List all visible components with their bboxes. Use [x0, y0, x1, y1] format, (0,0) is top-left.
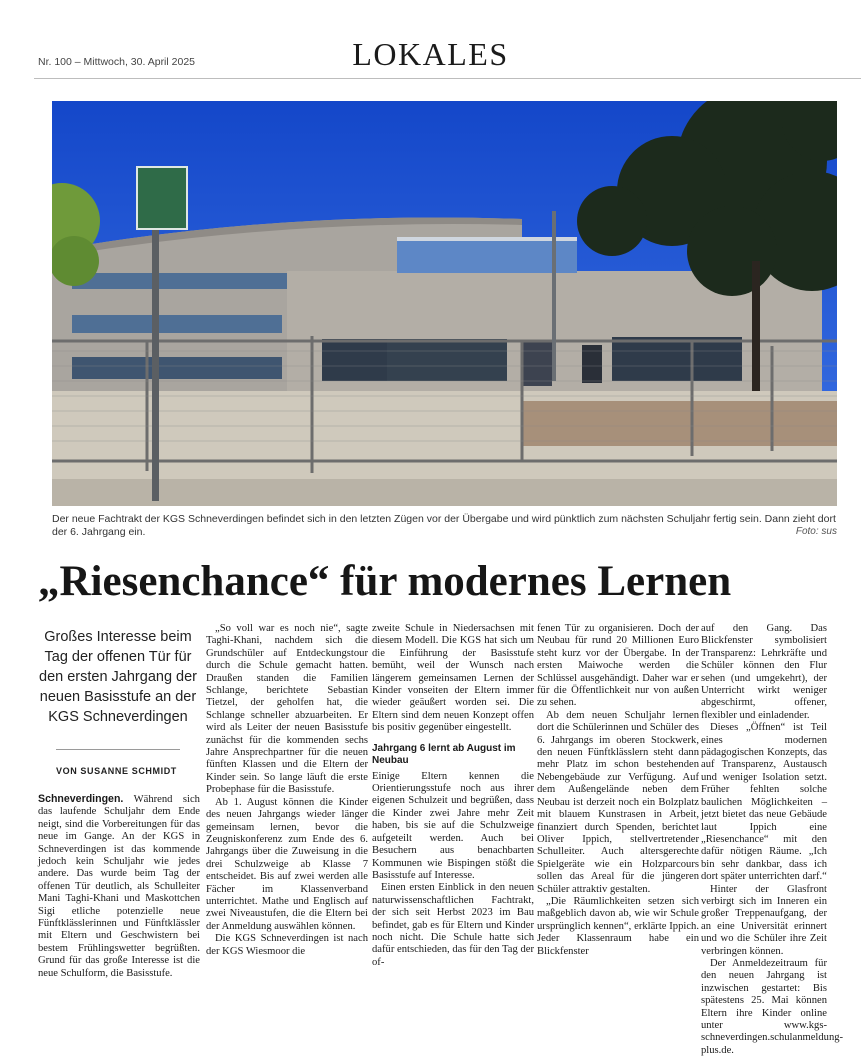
paragraph-text: Während sich das laufende Schuljahr dem Ende neigt, sind die Vorbereitungen für das neue im Gange. An der KGS in Schneverdingen ist das kommende jedoch kein Schuljahr wie jedes andere. Das wurde beim Tag der offenen Tür deutlich, als Schulleiter Mani Taghi-Khani und Maskottchen Sigi etliche potenzielle neue Fünftklässlerinnen und Fünftklässler mit Eltern und Geschwistern bei bestem Frühlingswetter begrüßten. Grund für das große Interesse ist die neue Schulform, die Basisstufe. — [38, 794, 200, 979]
paragraph: Der Anmeldezeitraum für den neuen Jahrgang ist inzwischen gestartet: Bis spätestens 25. Mai können Eltern ihre Kinder online unter www.kgs-schneverdingen.schulanmeldung-plus.de. — [701, 957, 844, 1056]
article-column-1 — [38, 793, 200, 980]
masthead — [34, 36, 827, 76]
paragraph: Ab dem neuen Schuljahr lernen dort die Schülerinnen und Schüler des 6. Jahrgangs im oberen Stockwerk, den neuen Fünftklässlern steht dann mehr Platz im schon bestehenden Nebengebäude zur Verfügung. Auf dem Außengelände neben dem Neubau ist derzeit noch ein Bolzplatz mit blauem Kunstrasen in Arbeit, finanziert durch Spenden, berichtet Oliver Ippich, stellvertretender Schulleiter. Auch altersgerechte Spielgeräte wie ein Holzparcours sollen das Areal für die jüngeren Schüler attraktiv gestalten. — [537, 709, 699, 895]
article-column-4 — [537, 623, 699, 958]
paragraph: fenen Tür zu organisieren. Doch der Neubau für rund 20 Millionen Euro steht kurz vor der Übergabe. In der ersten Maiwoche werden die Schlüssel ausgehändigt. Daher war er für die Öffentlichkeit nur von außen zu sehen. — [537, 623, 699, 709]
article-teaser: Großes Interesse beim Tag der offenen Tür für den ersten Jahrgang der neuen Basisstufe an der KGS Schneverdingen — [39, 629, 197, 725]
paragraph: Dieses „Öffnen“ ist Teil eines modernen pädagogischen Konzepts, das auf Transparenz, Austausch und weniger Isolation setzt. Früher fehlten solche baulichen Möglichkeiten – jetzt bietet das neue Gebäude laut Ippich eine „Riesenchance“ mit den dafür nötigen Räume. „Ich bin sehr dankbar, dass ich dort später unterrichten darf.“ — [701, 722, 827, 883]
article-column-3 — [372, 623, 534, 969]
paragraph — [38, 793, 200, 980]
dateline: Schneverdingen. — [38, 793, 124, 805]
paragraph: Hinter der Glasfront verbirgt sich im Inneren ein großer Treppenaufgang, der an eine Universität erinnert und wo die Schüler ihre Zeit verbringen können. — [701, 883, 827, 957]
article-column-5 — [701, 623, 844, 1057]
article-photo — [52, 101, 837, 506]
school-building-image — [52, 101, 837, 506]
byline: VON SUSANNE SCHMIDT — [56, 766, 177, 776]
photo-credit: Foto: sus — [795, 526, 837, 537]
subheading: Jahrgang 6 lernt ab August im Neubau — [372, 742, 516, 766]
paragraph: Einige Eltern kennen die Orientierungsstufe noch aus ihrer eigenen Schulzeit und begrüßen, dass die Kinder zwei Jahre mehr Zeit haben, bis sie auf die Schulzweige aufgeteilt werden. Auch bei Besuchern aus benachbarten Kommunen wie Bispingen stößt die Basisstufe auf Interesse. — [372, 770, 534, 881]
article-column-2 — [206, 623, 368, 958]
paragraph: „Die Räumlichkeiten setzen sich maßgeblich davon ab, wie wir Schule ursprünglich kennen“, erklärte Ippich. Jeder Klassenraum habe ein Blickfenster — [537, 895, 699, 957]
section-title: LOKALES — [352, 36, 509, 72]
paragraph: Die KGS Schneverdingen ist nach der KGS Wiesmoor die — [206, 933, 368, 957]
article-headline: „Riesenchance“ für modernes Lernen — [38, 558, 732, 605]
paragraph: „So voll war es noch nie“, sagte Taghi-Khani, nachdem sich die Grundschüler auf Entdeckungstour durch die Schule gemacht hatten. Draußen standen die Familien Schlange, berichtete Sebastian Tietzel, der geholfen hat, die Schlange schneller abzuarbeiten. Er wird als Leiter der neuen Basisstufe zunächst für die kommenden sechs Jahre Ansprechpartner für die neuen fünften Klassen und die Eltern der Kinder sein. So lange läuft die erste Probephase für die Basisstufe. — [206, 623, 368, 796]
photo-caption: Der neue Fachtrakt der KGS Schneverdingen befindet sich in den letzten Zügen vor der Übergabe und wird pünktlich zum nächsten Schuljahr fertig sein. Dann zieht dort der 6. Jahrgang ein. — [52, 513, 836, 538]
paragraph: zweite Schule in Niedersachsen mit diesem Modell. Die KGS hat sich um die Einführung der Basisstufe bemüht, weil der Wunsch nach längerem gemeinsamen Lernen der Kinder vonseiten der Eltern immer wieder geäußert worden sei. Die Eltern sind dem neuen Konzept offen bis positiv gegenüber eingestellt. — [372, 623, 534, 734]
teaser-divider — [56, 749, 180, 750]
header-rule — [34, 78, 861, 79]
paragraph: auf den Gang. Das Blickfenster symbolisiert Transparenz: Lehrkräfte und Schüler können den Flur sehen (und umgekehrt), der Unterricht wirkt weniger abgeschirmt, offener, flexibler und einladender. — [701, 623, 827, 721]
paragraph: Einen ersten Einblick in den neuen naturwissenschaftlichen Fachtrakt, der sich seit Herbst 2023 im Bau befindet, gab es für Eltern und Kinder noch nicht. Die Schule hatte sich dafür entschieden, das für den Tag der of- — [372, 882, 534, 968]
issue-date: Nr. 100 – Mittwoch, 30. April 2025 — [38, 56, 196, 68]
paragraph: Ab 1. August können die Kinder des neuen Jahrgangs wieder länger gemeinsam lernen, bevor die Zeugniskonferenz zum Ende des 6. Jahrgangs über die Zuweisung in die drei Schulzweige ab Klasse 7 entscheidet. Bis auf zwei werden alle Fächer im Klassenverband unterrichtet. Mathe und Englisch auf zwei Niveaustufen, die die Eltern bei der Anmeldung auswählen können. — [206, 796, 368, 932]
